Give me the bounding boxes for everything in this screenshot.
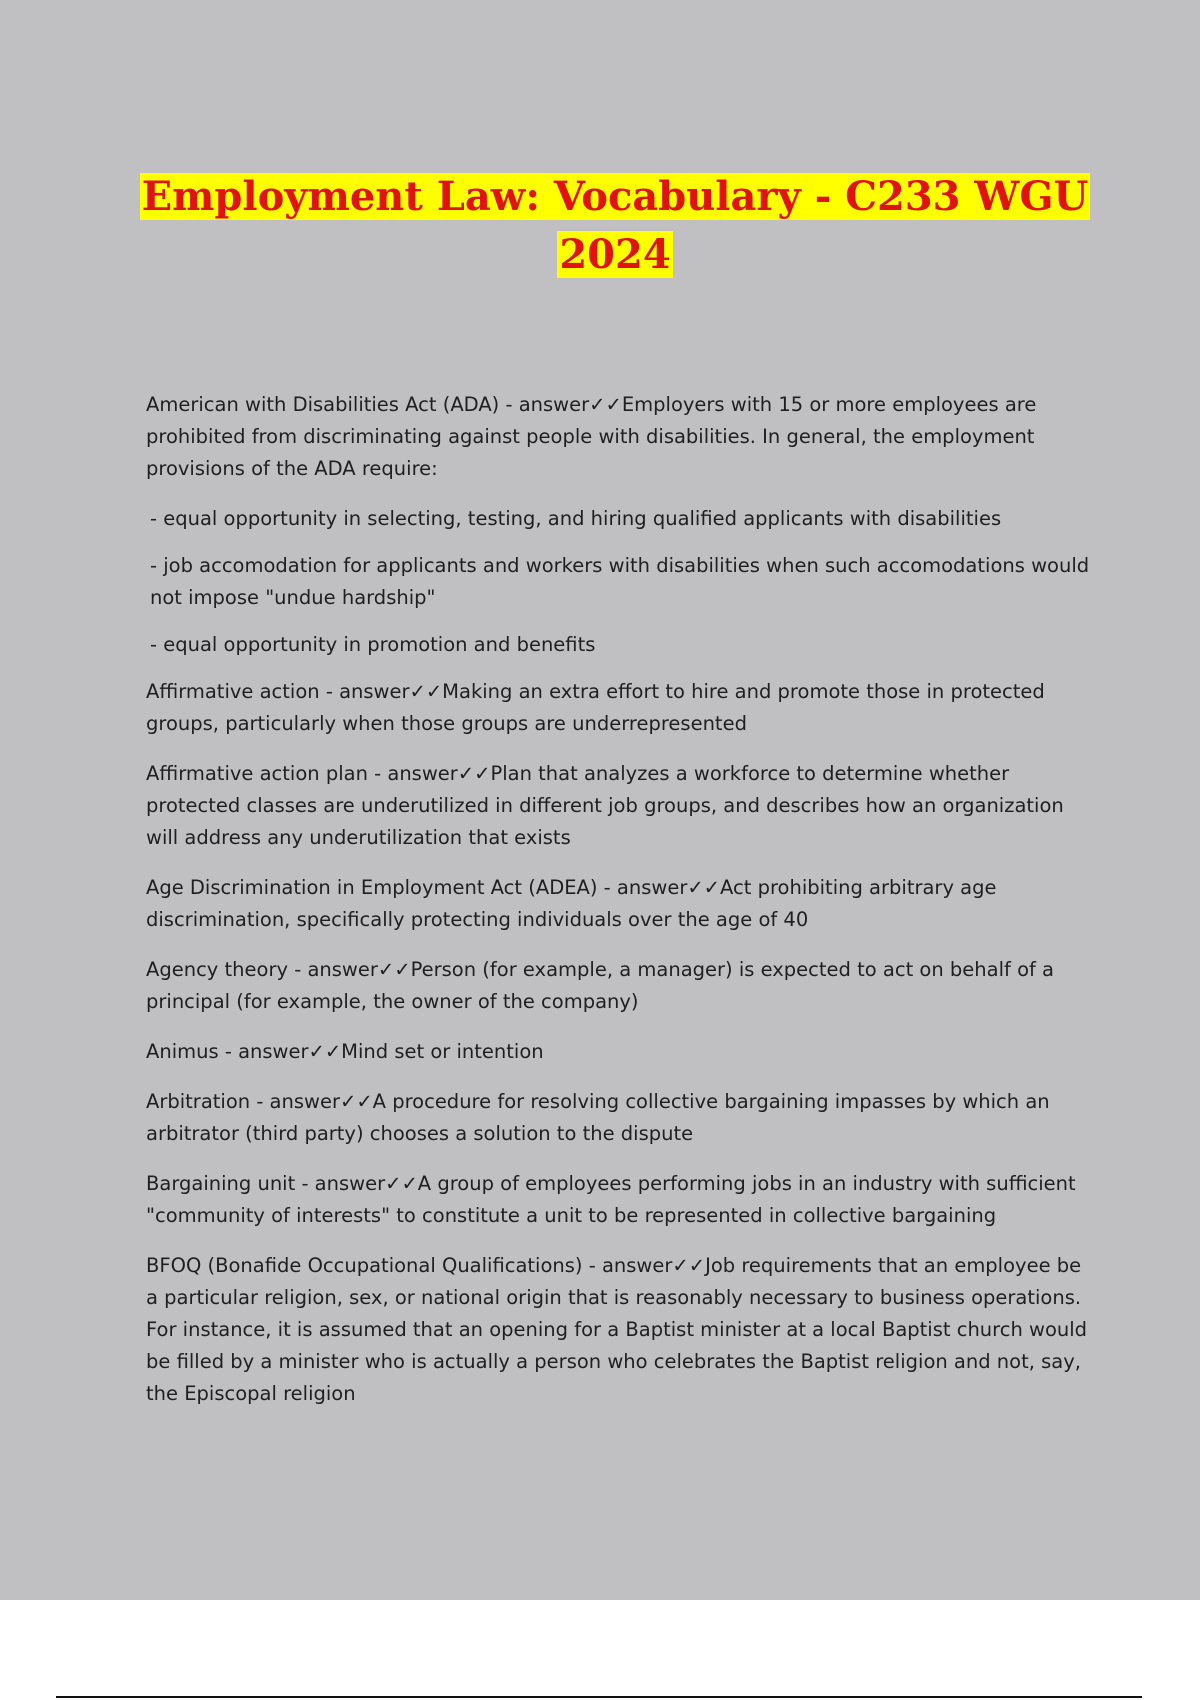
document-title-line-2: 2024 [559,231,671,278]
entry-animus: Animus - answer✓✓Mind set or intention [146,1040,544,1063]
document-title-line-1: Employment Law: Vocabulary - C233 WGU [141,173,1089,220]
entry-ada-bullet-1: - equal opportunity in selecting, testing, and hiring qualified applicants with disabilities [150,507,1002,530]
entry-ada: American with Disabilities Act (ADA) - answer✓✓Employers with 15 or more employees are prohibited from discriminating against people with disabilities. In general, the employment provisions of the ADA require: [146,393,1037,480]
entry-agency-theory: Agency theory - answer✓✓Person (for example, a manager) is expected to act on behalf of a principal (for example, the owner of the company) [146,958,1055,1013]
entry-bfoq: BFOQ (Bonafide Occupational Qualifications) - answer✓✓Job requirements that an employee be a particular religion, sex, or national origin that is reasonably necessary to business operations. For instance, it is assumed that an opening for a Baptist minister at a local Baptist church would be filled by a minister who is actually a person who celebrates the Baptist religion and not, say, the Episcopal religion [146,1254,1088,1405]
entry-ada-bullet-2: - job accomodation for applicants and workers with disabilities when such accomodations would not impose "undue hardship" [150,554,1090,609]
entry-bargaining-unit: Bargaining unit - answer✓✓A group of employees performing jobs in an industry with sufficient "community of interests" to constitute a unit to be represented in collective bargaining [146,1172,1076,1227]
entry-ada-bullet-3: - equal opportunity in promotion and benefits [150,633,596,656]
entry-adea: Age Discrimination in Employment Act (ADEA) - answer✓✓Act prohibiting arbitrary age discrimination, specifically protecting individuals over the age of 40 [146,876,997,931]
entry-arbitration: Arbitration - answer✓✓A procedure for resolving collective bargaining impasses by which an arbitrator (third party) chooses a solution to the dispute [146,1090,1050,1145]
entry-affirmative-action-plan: Affirmative action plan - answer✓✓Plan that analyzes a workforce to determine whether protected classes are underutilized in different job groups, and describes how an organization will address any underutilization that exists [146,762,1064,849]
vocabulary-list [146,389,1096,1428]
entry-affirmative-action: Affirmative action - answer✓✓Making an extra effort to hire and promote those in protected groups, particularly when those groups are underrepresented [146,680,1045,735]
page-bottom-rule [56,1696,1142,1698]
document-title [120,168,1110,284]
